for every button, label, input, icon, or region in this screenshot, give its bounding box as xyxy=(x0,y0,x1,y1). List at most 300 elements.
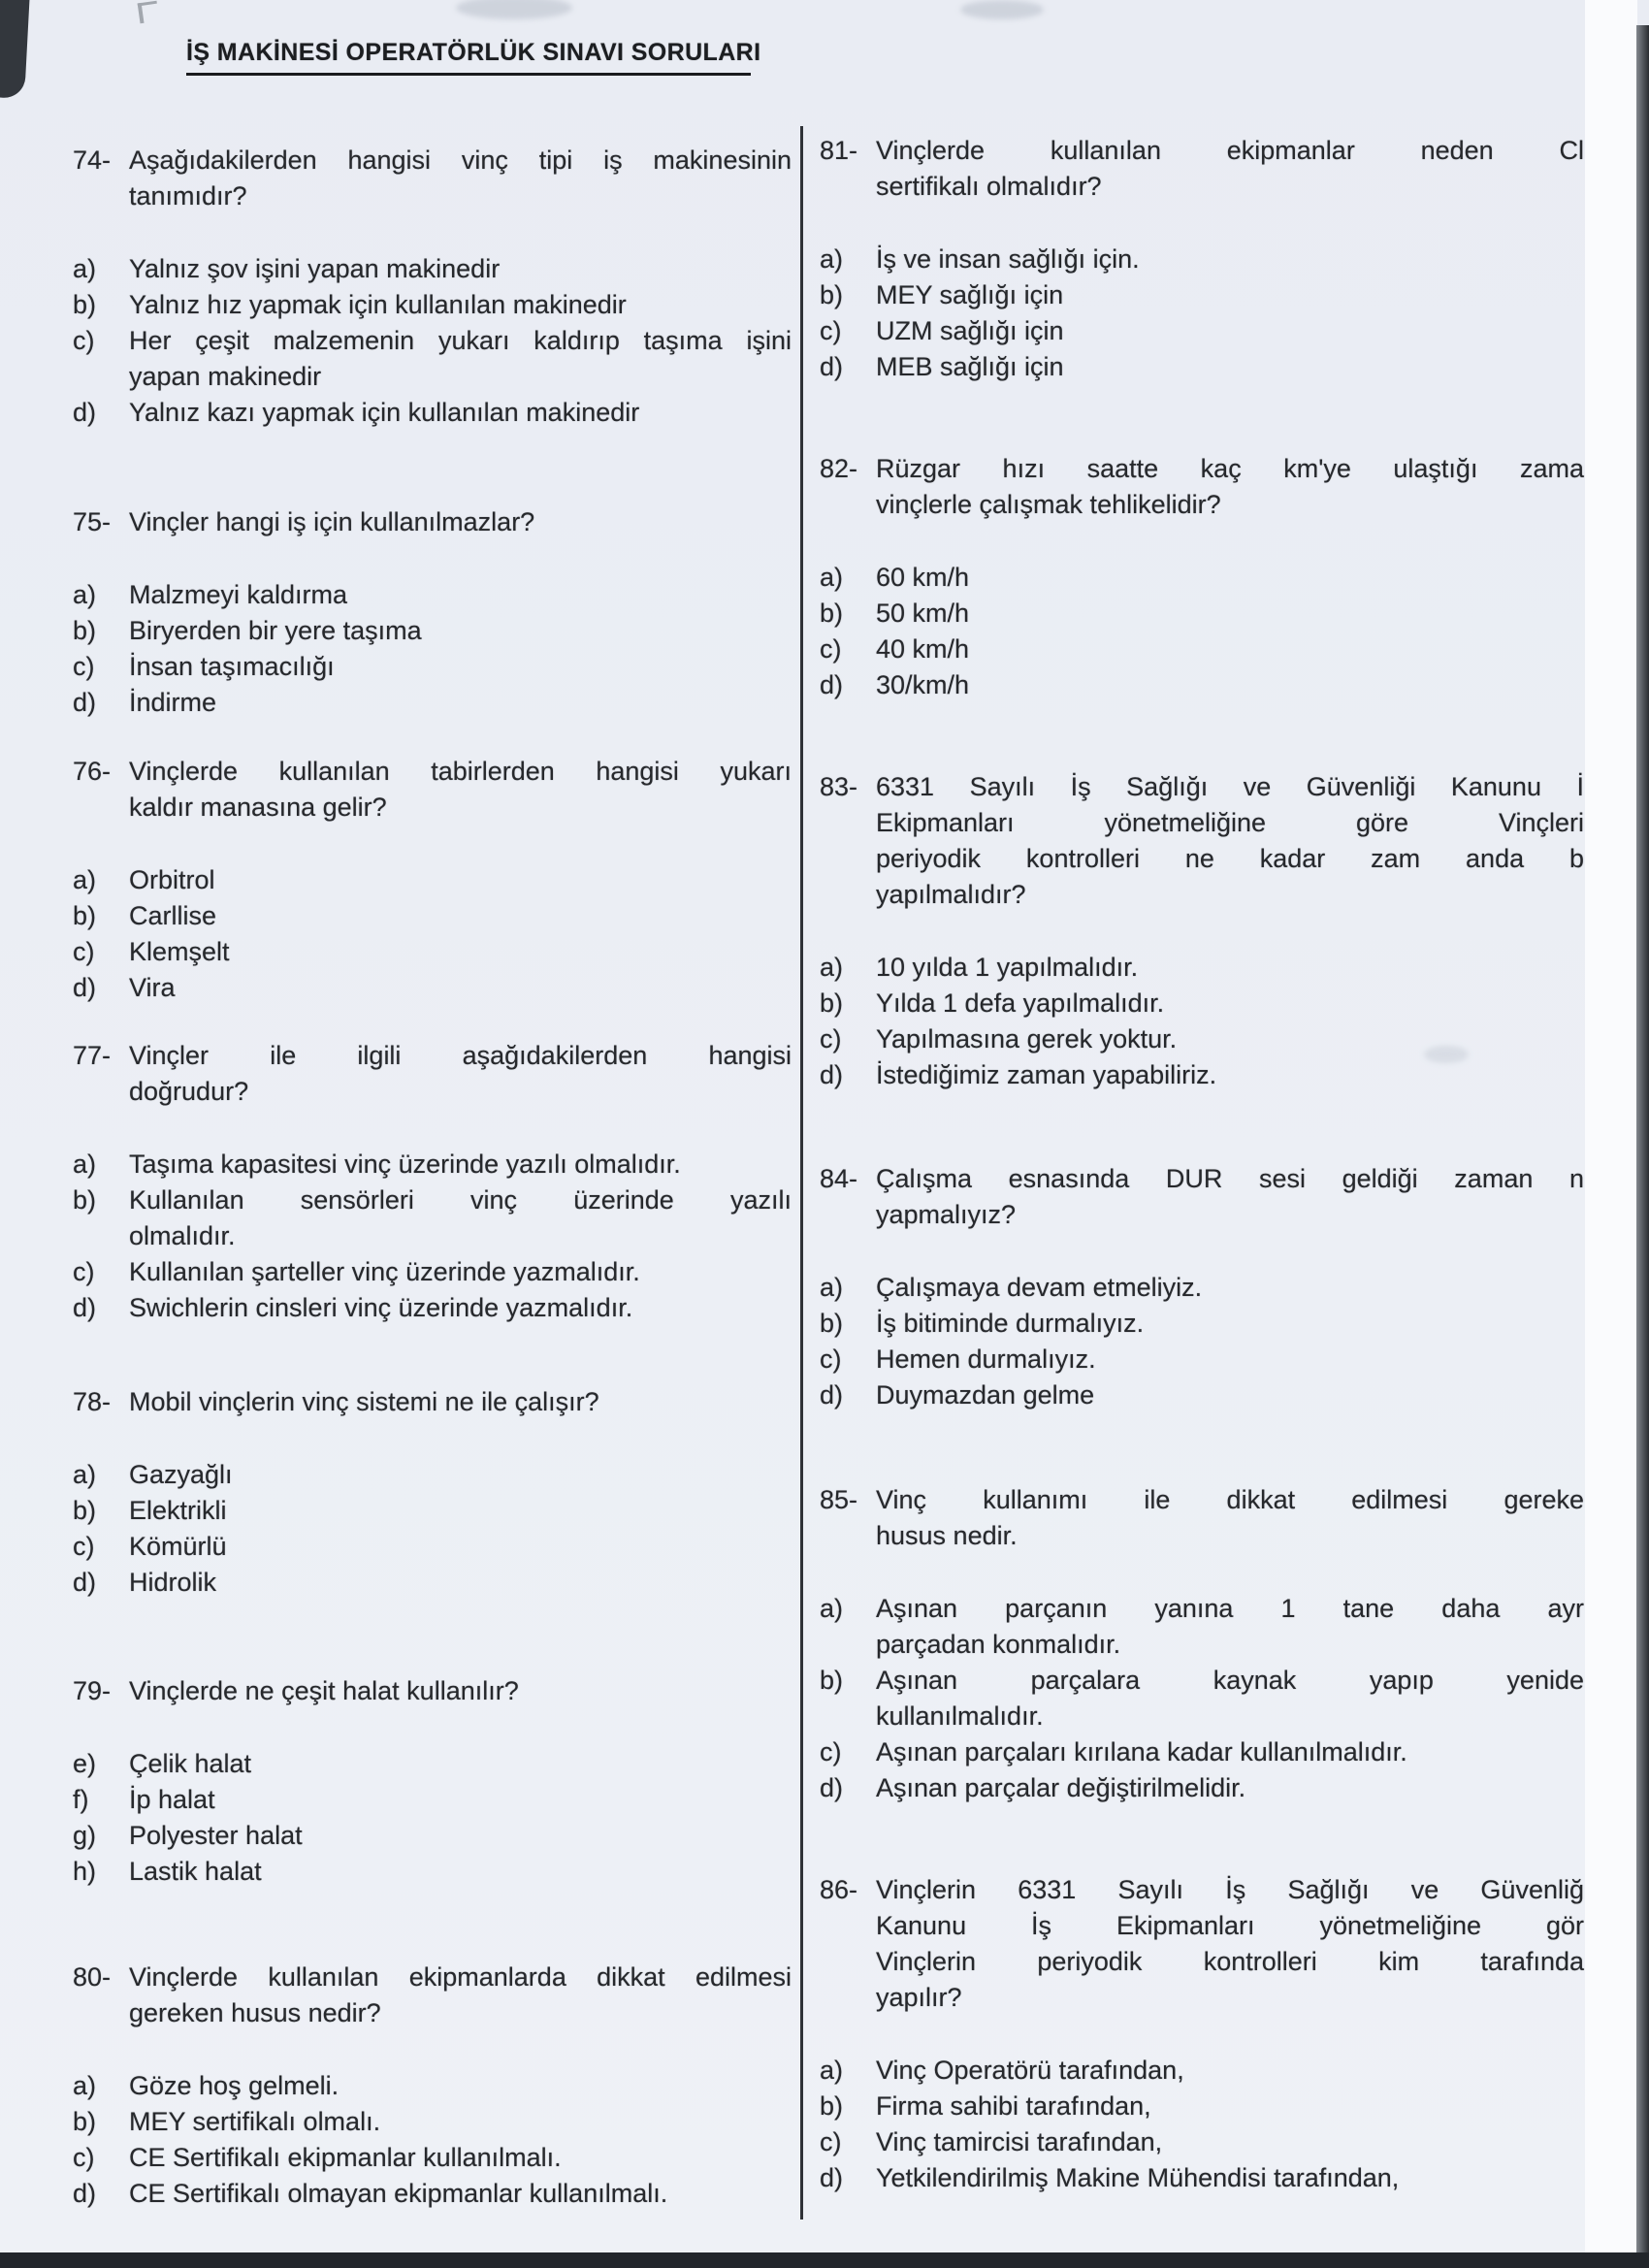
question-text-line: 6331 Sayılı İş Sağlığı ve Güvenliği Kanunu İ xyxy=(876,772,1584,801)
option-row xyxy=(73,898,792,934)
question-block xyxy=(73,754,792,1006)
option-row xyxy=(73,1183,792,1254)
option-label: d) xyxy=(820,1773,844,1802)
option-text-line: kullanılmalıdır. xyxy=(876,1701,1044,1731)
question-text xyxy=(129,143,792,214)
option-text xyxy=(876,950,1584,986)
option-row xyxy=(73,862,792,898)
option-label: a) xyxy=(820,563,844,592)
option-text-line: yapan makinedir xyxy=(129,362,322,391)
option-text-line: CE Sertifikalı olmayan ekipmanlar kullanılmalı. xyxy=(129,2179,668,2208)
option-text xyxy=(129,898,792,934)
option-row xyxy=(820,1591,1584,1663)
question-head xyxy=(73,1960,792,2031)
option-text-line: Vinç tamircisi tarafından, xyxy=(876,2127,1163,2156)
option-text xyxy=(129,685,792,721)
option-label: c) xyxy=(73,937,95,966)
option-row xyxy=(73,1854,792,1890)
question-text-line: yapılır? xyxy=(876,1983,962,2012)
options-list xyxy=(820,560,1584,703)
option-row xyxy=(820,2089,1584,2124)
option-row xyxy=(73,970,792,1006)
option-text xyxy=(876,1057,1584,1093)
option-row xyxy=(820,1021,1584,1057)
option-text-line: parçadan konmalıdır. xyxy=(876,1630,1121,1659)
question-text-line: Ekipmanları yönetmeliğine göre Vinçleri xyxy=(876,808,1584,837)
option-text xyxy=(129,1290,792,1326)
option-text-line: UZM sağlığı için xyxy=(876,316,1064,345)
option-text-line: İş bitiminde durmalıyız. xyxy=(876,1309,1145,1338)
option-row xyxy=(820,313,1584,349)
page-edge-strip xyxy=(1585,0,1637,2252)
option-row xyxy=(820,277,1584,313)
option-row xyxy=(73,395,792,431)
option-row xyxy=(820,1663,1584,1734)
option-text-line: 30/km/h xyxy=(876,670,970,699)
option-label: a) xyxy=(820,2056,844,2085)
question-text-line: Vinçlerin periyodik kontrolleri kim tarafında xyxy=(876,1947,1584,1976)
option-text xyxy=(129,2176,792,2212)
question-text-line: Mobil vinçlerin vinç sistemi ne ile çalışır? xyxy=(129,1387,599,1416)
option-text-line: Yalnız şov işini yapan makinedir xyxy=(129,254,501,283)
option-text-line: MEY sağlığı için xyxy=(876,280,1064,309)
option-label: c) xyxy=(820,634,842,664)
option-text xyxy=(129,2140,792,2176)
option-row xyxy=(73,1746,792,1782)
option-text xyxy=(129,1457,792,1493)
option-text xyxy=(876,242,1584,277)
option-text xyxy=(876,1770,1584,1806)
option-text xyxy=(129,1493,792,1529)
option-text-line: 40 km/h xyxy=(876,634,970,664)
option-text-line: Orbitrol xyxy=(129,865,215,894)
option-text-line: Lastik halat xyxy=(129,1857,262,1886)
option-text xyxy=(876,1021,1584,1057)
option-text-line: Carllise xyxy=(129,901,217,930)
option-text xyxy=(876,1663,1584,1734)
option-text xyxy=(129,934,792,970)
option-row xyxy=(73,287,792,323)
question-text xyxy=(129,1960,792,2031)
question-text-line: Vinçlerde kullanılan ekipmanlarda dikkat edilmesi xyxy=(129,1962,792,1992)
option-label: d) xyxy=(73,688,97,717)
options-list xyxy=(73,862,792,1006)
option-text xyxy=(129,1854,792,1890)
question-head xyxy=(73,1673,792,1709)
question-head xyxy=(820,133,1584,205)
option-label: b) xyxy=(820,2091,844,2121)
page-title: İŞ MAKİNESİ OPERATÖRLÜK SINAVI SORULARI xyxy=(186,39,751,76)
option-row xyxy=(820,596,1584,632)
question-head xyxy=(73,504,792,540)
question-text-line: Vinç kullanımı ile dikkat edilmesi gereke xyxy=(876,1485,1584,1514)
question-text xyxy=(876,1872,1584,2016)
option-label: b) xyxy=(73,1496,97,1525)
question-head xyxy=(820,451,1584,523)
option-text-line: Kullanılan şarteller vinç üzerinde yazmalıdır. xyxy=(129,1257,640,1286)
option-text xyxy=(876,1342,1584,1377)
option-text xyxy=(129,1254,792,1290)
option-text xyxy=(876,596,1584,632)
option-text-line: İndirme xyxy=(129,688,217,717)
option-row xyxy=(820,1270,1584,1306)
question-number: 82- xyxy=(820,454,858,483)
option-row xyxy=(73,577,792,613)
options-list xyxy=(820,950,1584,1093)
question-block xyxy=(820,1161,1584,1413)
options-list xyxy=(73,1457,792,1601)
question-text-line: tanımıdır? xyxy=(129,181,247,211)
option-row xyxy=(73,1818,792,1854)
option-label: b) xyxy=(820,280,844,309)
option-label: c) xyxy=(73,2143,95,2172)
question-text-line: Vinçlerde kullanılan ekipmanlar neden Cl xyxy=(876,136,1584,165)
option-text-line: Aşınan parçalara kaynak yapıp yenide xyxy=(876,1666,1584,1695)
option-label: c) xyxy=(73,1532,95,1561)
option-text xyxy=(129,251,792,287)
option-text-line: Polyester halat xyxy=(129,1821,303,1850)
option-text-line: Çalışmaya devam etmeliyiz. xyxy=(876,1273,1203,1302)
option-text xyxy=(876,277,1584,313)
option-text xyxy=(129,577,792,613)
option-label: b) xyxy=(73,901,97,930)
question-text xyxy=(876,133,1584,205)
option-row xyxy=(73,2140,792,2176)
question-text-line: doğrudur? xyxy=(129,1077,249,1106)
question-text-line: Vinçlerde ne çeşit halat kullanılır? xyxy=(129,1676,519,1705)
question-text-line: Vinçlerde kullanılan tabirlerden hangisi yukarı xyxy=(129,757,792,786)
option-text-line: Yetkilendirilmiş Makine Mühendisi tarafından, xyxy=(876,2163,1400,2192)
option-label: a) xyxy=(73,580,97,609)
question-number: 78- xyxy=(73,1387,112,1416)
option-text xyxy=(129,649,792,685)
option-text xyxy=(876,2089,1584,2124)
option-label: d) xyxy=(820,670,844,699)
option-text-line: Aşınan parçanın yanına 1 tane daha ayr xyxy=(876,1594,1584,1623)
option-text-line: Elektrikli xyxy=(129,1496,227,1525)
question-number: 85- xyxy=(820,1485,858,1514)
question-block xyxy=(73,1384,792,1601)
option-text xyxy=(129,287,792,323)
option-text-line: İstediğimiz zaman yapabiliriz. xyxy=(876,1060,1217,1089)
question-text-line: Vinçler ile ilgili aşağıdakilerden hangisi xyxy=(129,1041,792,1070)
option-text-line: Vira xyxy=(129,973,176,1002)
option-text xyxy=(129,323,792,395)
question-head xyxy=(73,1038,792,1110)
scan-artifact-smudge xyxy=(960,0,1044,19)
option-label: d) xyxy=(73,1293,97,1322)
option-label: d) xyxy=(820,1060,844,1089)
column-divider-line xyxy=(800,126,803,2219)
option-label: d) xyxy=(820,1380,844,1409)
question-head xyxy=(73,143,792,214)
question-text-line: vinçlerle çalışmak tehlikelidir? xyxy=(876,490,1221,519)
option-text-line: Yılda 1 defa yapılmalıdır. xyxy=(876,988,1165,1018)
scan-bottom-bar xyxy=(0,2252,1649,2268)
option-text xyxy=(876,313,1584,349)
option-row xyxy=(820,560,1584,596)
option-row xyxy=(73,934,792,970)
option-text xyxy=(129,1529,792,1565)
option-text xyxy=(129,613,792,649)
option-text xyxy=(129,1782,792,1818)
option-text-line: 50 km/h xyxy=(876,599,970,628)
option-row xyxy=(73,1254,792,1290)
option-text xyxy=(129,1818,792,1854)
option-row xyxy=(820,667,1584,703)
option-row xyxy=(820,1377,1584,1413)
question-text xyxy=(876,1161,1584,1233)
option-row xyxy=(820,986,1584,1021)
option-text-line: Kullanılan sensörleri vinç üzerinde yazılı xyxy=(129,1185,792,1215)
options-list xyxy=(73,1746,792,1890)
option-text xyxy=(129,1183,792,1254)
option-row xyxy=(820,1770,1584,1806)
option-label: b) xyxy=(820,988,844,1018)
scan-artifact-smudge xyxy=(1424,1046,1469,1063)
option-text-line: Yalnız hız yapmak için kullanılan makinedir xyxy=(129,290,627,319)
option-label: c) xyxy=(820,1024,842,1053)
question-head xyxy=(820,769,1584,913)
option-row xyxy=(820,242,1584,277)
option-label: b) xyxy=(73,2107,97,2136)
option-row xyxy=(73,685,792,721)
option-label: c) xyxy=(820,2127,842,2156)
option-text-line: Göze hoş gelmeli. xyxy=(129,2071,340,2100)
question-head xyxy=(73,754,792,826)
option-text-line: Yalnız kazı yapmak için kullanılan makinedir xyxy=(129,398,640,427)
option-row xyxy=(820,1342,1584,1377)
option-label: a) xyxy=(73,1150,97,1179)
option-row xyxy=(73,1493,792,1529)
option-label: c) xyxy=(73,326,95,355)
question-head xyxy=(820,1482,1584,1554)
question-text-line: sertifikalı olmalıdır? xyxy=(876,172,1102,201)
question-block xyxy=(73,504,792,721)
question-number: 75- xyxy=(73,507,112,536)
option-row xyxy=(73,2104,792,2140)
option-text-line: Aşınan parçalar değiştirilmelidir. xyxy=(876,1773,1246,1802)
option-text xyxy=(876,667,1584,703)
question-text-line: Çalışma esnasında DUR sesi geldiği zaman n xyxy=(876,1164,1584,1193)
option-text xyxy=(876,349,1584,385)
option-label: c) xyxy=(73,652,95,681)
option-text-line: Hemen durmalıyız. xyxy=(876,1345,1096,1374)
options-list xyxy=(73,251,792,431)
question-text xyxy=(129,504,792,540)
option-row xyxy=(73,323,792,395)
option-label: d) xyxy=(73,1568,97,1597)
option-label: d) xyxy=(820,352,844,381)
option-text-line: Duymazdan gelme xyxy=(876,1380,1095,1409)
option-label: c) xyxy=(73,1257,95,1286)
option-label: b) xyxy=(820,1309,844,1338)
option-label: e) xyxy=(73,1749,97,1778)
option-text-line: Gazyağlı xyxy=(129,1460,233,1489)
question-text xyxy=(129,1384,792,1420)
options-list xyxy=(73,577,792,721)
option-text xyxy=(129,2104,792,2140)
option-row xyxy=(820,1057,1584,1093)
option-row xyxy=(73,613,792,649)
option-text-line: Firma sahibi tarafından, xyxy=(876,2091,1151,2121)
option-label: d) xyxy=(73,2179,97,2208)
option-row xyxy=(73,1565,792,1601)
option-text-line: 60 km/h xyxy=(876,563,970,592)
option-text-line: CE Sertifikalı ekipmanlar kullanılmalı. xyxy=(129,2143,562,2172)
option-text-line: Klemşelt xyxy=(129,937,230,966)
option-text xyxy=(129,1147,792,1183)
question-block xyxy=(820,451,1584,703)
option-text xyxy=(876,1591,1584,1663)
option-row xyxy=(73,1782,792,1818)
question-text xyxy=(876,1482,1584,1554)
option-row xyxy=(820,349,1584,385)
question-text-line: Kanunu İş Ekipmanları yönetmeliğine gör xyxy=(876,1911,1584,1940)
question-number: 83- xyxy=(820,772,858,801)
option-label: d) xyxy=(73,973,97,1002)
option-text-line: Yapılmasına gerek yoktur. xyxy=(876,1024,1178,1053)
option-row xyxy=(820,2124,1584,2160)
options-list xyxy=(73,2068,792,2212)
question-number: 74- xyxy=(73,146,112,175)
option-text xyxy=(129,1565,792,1601)
question-text-line: Rüzgar hızı saatte kaç km'ye ulaştığı zama xyxy=(876,454,1584,483)
option-text-line: İp halat xyxy=(129,1785,215,1814)
option-label: a) xyxy=(820,1594,844,1623)
option-text-line: MEY sertifikalı olmalı. xyxy=(129,2107,381,2136)
option-text xyxy=(129,1746,792,1782)
option-row xyxy=(820,1306,1584,1342)
option-row xyxy=(73,649,792,685)
option-text xyxy=(876,1734,1584,1770)
question-text-line: husus nedir. xyxy=(876,1521,1018,1550)
question-text xyxy=(129,1673,792,1709)
question-number: 86- xyxy=(820,1875,858,1904)
option-label: f) xyxy=(73,1785,89,1814)
option-row xyxy=(73,1147,792,1183)
option-row xyxy=(820,632,1584,667)
question-text-line: kaldır manasına gelir? xyxy=(129,793,387,822)
option-text xyxy=(129,395,792,431)
option-text-line: Kömürlü xyxy=(129,1532,227,1561)
option-label: d) xyxy=(820,2163,844,2192)
question-block xyxy=(820,133,1584,385)
question-text xyxy=(876,769,1584,913)
option-label: a) xyxy=(73,254,97,283)
option-label: g) xyxy=(73,1821,97,1850)
option-text xyxy=(876,1270,1584,1306)
question-text xyxy=(876,451,1584,523)
option-text xyxy=(876,986,1584,1021)
option-text-line: Vinç Operatörü tarafından, xyxy=(876,2056,1184,2085)
question-number: 84- xyxy=(820,1164,858,1193)
option-text-line: Hidrolik xyxy=(129,1568,217,1597)
option-label: h) xyxy=(73,1857,97,1886)
option-row xyxy=(73,1457,792,1493)
question-text-line: periyodik kontrolleri ne kadar zam anda b xyxy=(876,844,1584,873)
question-text-line: Aşağıdakilerden hangisi vinç tipi iş makinesinin xyxy=(129,146,792,175)
question-text-line: Vinçler hangi iş için kullanılmazlar? xyxy=(129,507,535,536)
question-head xyxy=(73,1384,792,1420)
option-label: a) xyxy=(73,865,97,894)
question-head xyxy=(820,1872,1584,2016)
options-list xyxy=(73,1147,792,1326)
option-row xyxy=(820,2160,1584,2196)
option-label: a) xyxy=(73,2071,97,2100)
question-block xyxy=(73,1673,792,1890)
option-row xyxy=(73,2068,792,2104)
question-text-line: yapmalıyız? xyxy=(876,1200,1017,1229)
option-text xyxy=(876,560,1584,596)
question-text xyxy=(129,1038,792,1110)
option-text xyxy=(876,1377,1584,1413)
option-text xyxy=(876,1306,1584,1342)
option-row xyxy=(73,2176,792,2212)
question-block xyxy=(820,1482,1584,1806)
option-row xyxy=(820,950,1584,986)
option-label: b) xyxy=(73,1185,97,1215)
question-number: 80- xyxy=(73,1962,112,1992)
question-number: 76- xyxy=(73,757,112,786)
option-text-line: Biryerden bir yere taşıma xyxy=(129,616,422,645)
options-list xyxy=(820,1270,1584,1413)
option-row xyxy=(820,1734,1584,1770)
option-text xyxy=(129,2068,792,2104)
question-number: 79- xyxy=(73,1676,112,1705)
question-number: 77- xyxy=(73,1041,112,1070)
option-text-line: 10 yılda 1 yapılmalıdır. xyxy=(876,953,1139,982)
option-label: c) xyxy=(820,1345,842,1374)
question-block xyxy=(820,769,1584,1093)
page-edge-shadow xyxy=(1636,25,1649,2252)
option-text-line: Taşıma kapasitesi vinç üzerinde yazılı olmalıdır. xyxy=(129,1150,681,1179)
question-text xyxy=(129,754,792,826)
option-label: a) xyxy=(820,953,844,982)
option-text-line: İş ve insan sağlığı için. xyxy=(876,244,1140,274)
option-label: b) xyxy=(73,290,97,319)
option-text xyxy=(129,970,792,1006)
option-text-line: olmalıdır. xyxy=(129,1221,236,1250)
option-text xyxy=(876,632,1584,667)
option-label: a) xyxy=(73,1460,97,1489)
options-list xyxy=(820,242,1584,385)
options-list xyxy=(820,2053,1584,2196)
option-row xyxy=(73,1290,792,1326)
option-text-line: Malzmeyi kaldırma xyxy=(129,580,348,609)
question-number: 81- xyxy=(820,136,858,165)
option-label: c) xyxy=(820,316,842,345)
option-text xyxy=(876,2053,1584,2089)
option-text-line: Aşınan parçaları kırılana kadar kullanılmalıdır. xyxy=(876,1737,1407,1766)
scan-artifact-smudge xyxy=(456,0,572,19)
question-text-line: yapılmalıdır? xyxy=(876,880,1026,909)
option-label: d) xyxy=(73,398,97,427)
question-block xyxy=(73,1038,792,1326)
option-row xyxy=(73,1529,792,1565)
option-text-line: Her çeşit malzemenin yukarı kaldırıp taşıma işini xyxy=(129,326,792,355)
option-text xyxy=(129,862,792,898)
option-text xyxy=(876,2160,1584,2196)
option-label: b) xyxy=(73,616,97,645)
question-head xyxy=(820,1161,1584,1233)
option-label: a) xyxy=(820,244,844,274)
option-label: b) xyxy=(820,1666,844,1695)
question-block xyxy=(73,1960,792,2212)
question-text-line: Vinçlerin 6331 Sayılı İş Sağlığı ve Güvenliğ xyxy=(876,1875,1584,1904)
option-label: b) xyxy=(820,599,844,628)
question-block xyxy=(820,1872,1584,2196)
